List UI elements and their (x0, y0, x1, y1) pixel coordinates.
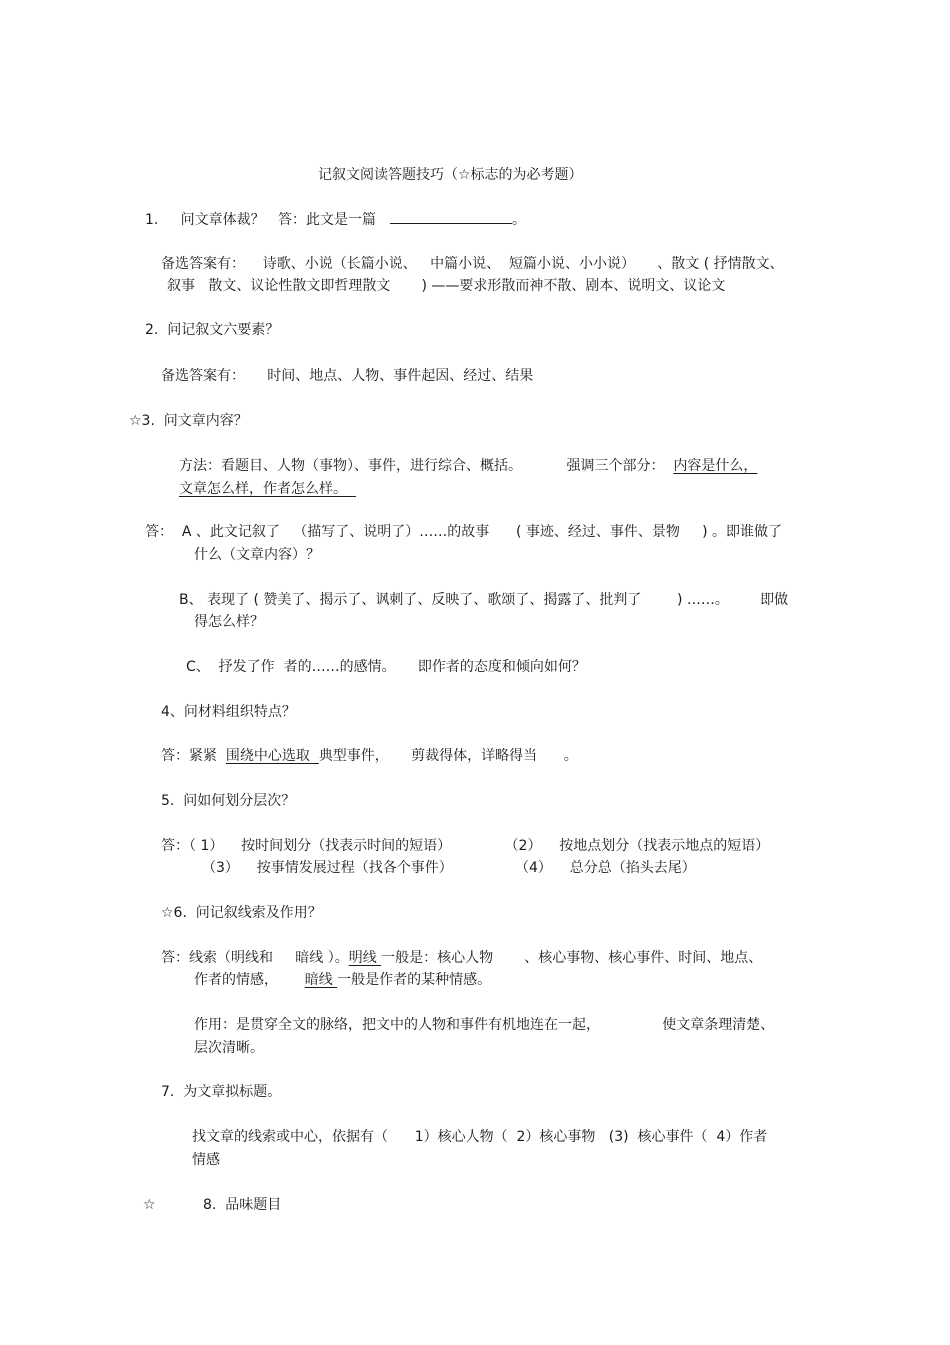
q1-options-line2: 叙事 散文、议论性散文即哲理散文 ) ——要求形散而神不散、剧本、说明文、议论文 (167, 278, 726, 294)
q3-method-underlined-1: 内容是什么， (673, 458, 758, 474)
q6-answer-prefix: 答：线索（明线和 暗线 ）。 (161, 950, 349, 966)
q3-answer-c: C、 抒发了作 者的……的感情。 即作者的态度和倾向如何？ (186, 659, 586, 675)
q3-answer-b-line1: B、 表现了 ( 赞美了、揭示了、讽刺了、反映了、歌颂了、揭露了、批判了 ) ……。 即做 (179, 592, 789, 608)
q6-use-line2: 层次清晰。 (194, 1040, 264, 1056)
q6-answer-line1 (161, 948, 762, 968)
q7-answer-line1: 找文章的线索或中心，依据有（ 1）核心人物（ 2）核心事物 (3) 核心事件（ 4）作者 (192, 1129, 768, 1145)
page-title: 记叙文阅读答题技巧（☆标志的为必考题） (318, 167, 583, 183)
q3-question: ☆3. 问文章内容？ (129, 413, 248, 429)
q1-options-line1: 备选答案有： 诗歌、小说（长篇小说、 中篇小说、 短篇小说、小小说） 、散文 ( 抒情散文、 (161, 256, 784, 272)
q1-question (145, 209, 526, 230)
q6-answer-mid: 一般是：核心人物 、核心事物、核心事件、时间、地点、 (381, 950, 763, 966)
q1-number: 1. (145, 212, 159, 228)
q5-answer-line1: 答：（ 1） 按时间划分（找表示时间的短语） （2） 按地点划分（找表示地点的短语） (161, 838, 770, 854)
q3-answer-b-line2: 得怎么样？ (194, 614, 264, 630)
q6-answer-underlined-2: 暗线 (304, 972, 338, 988)
q8-star-icon: ☆ (143, 1197, 156, 1213)
q4-question: 4、问材料组织特点？ (161, 704, 296, 720)
q4-answer-rest: 典型事件， 剪裁得体，详略得当 。 (318, 748, 578, 764)
q1-text: 问文章体裁？ 答：此文是一篇 (180, 212, 376, 228)
q3-answer-a-line2: 什么（文章内容）？ (194, 547, 320, 563)
q6-answer2-rest: 一般是作者的某种情感。 (337, 972, 492, 988)
q4-answer (161, 746, 578, 766)
q6-question: ☆6. 问记叙线索及作用？ (161, 905, 322, 921)
q5-answer-line2: （3） 按事情发展过程（找各个事件） （4） 总分总（掐头去尾） (202, 860, 696, 876)
q3-answer-a-line1: 答： A 、此文记叙了 （描写了、说明了）……的故事 ( 事迹、经过、事件、景物 ) 。即谁做了 (145, 524, 783, 540)
q6-answer-underlined-1: 明线 (348, 950, 382, 966)
q7-question: 7. 为文章拟标题。 (161, 1084, 282, 1100)
q3-method-text: 方法：看题目、人物（事物）、事件，进行综合、概括。 强调三个部分： (179, 458, 674, 474)
q2-question: 2. 问记叙文六要素？ (145, 322, 280, 338)
q6-use-line1: 作用：是贯穿全文的脉络，把文中的人物和事件有机地连在一起， 使文章条理清楚、 (194, 1017, 775, 1033)
q4-answer-underlined: 围绕中心选取 (225, 748, 319, 764)
q6-answer-line2 (194, 970, 491, 990)
q8-question: 8. 品味题目 (203, 1197, 282, 1213)
q2-options: 备选答案有： 时间、地点、人物、事件起因、经过、结果 (161, 368, 534, 384)
q7-answer-line2: 情感 (192, 1152, 220, 1168)
q1-answer-blank (390, 209, 512, 224)
q3-method-underlined-2: 文章怎么样，作者怎么样。 (179, 481, 356, 497)
q3-method-line1 (179, 456, 757, 476)
q4-answer-prefix: 答：紧紧 (161, 748, 226, 764)
q1-period: 。 (511, 212, 526, 228)
q5-question: 5. 问如何划分层次？ (161, 793, 296, 809)
q6-answer2-prefix: 作者的情感， (194, 972, 305, 988)
